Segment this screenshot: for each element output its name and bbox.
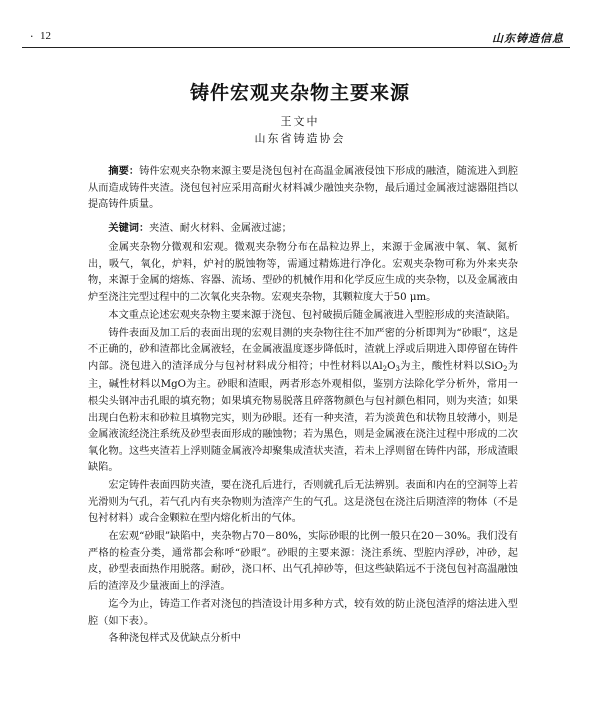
abstract-text: 铸件宏观夹杂物来源主要是浇包包衬在高温金属液侵蚀下形成的融渣，随流进入到腔从而造成铸件夹渣。浇包包衬应采用高耐火材料减少融蚀夹杂物，最后通过金属液过滤器阻挡以提高铸件质量。 [88, 166, 519, 211]
article-affiliation: 山东省铸造协会 [254, 132, 346, 145]
article-title: 铸件宏观夹杂物主要来源 [189, 82, 410, 104]
header-dot: · [30, 30, 34, 43]
article-author: 王文中 [280, 115, 320, 128]
paragraph-text: 金属夹杂物分微观和宏观。微观夹杂物分布在晶粒边界上，来源于金属液中氧、氧、氮析出，吸气，氧化，炉料，炉衬的脱蚀物等，需通过精炼进行净化。宏观夹杂物可称为外来夹杂物，来源于金属的熔炼、容器、流场、型砂的机械作用和化学反应生成的夹杂物，以及金属液由炉至浇注完型过程中的二次氧化夹杂物。宏观夹杂物，其颗粒度大于50 μm。 [88, 242, 518, 303]
subscript: 2 [503, 364, 508, 373]
paragraph-text: O [387, 360, 396, 372]
paragraph-text: 在宏观“砂眼”缺陷中，夹杂物占70－80%，实际砂眼的比例一般只在20－30%。我们没有严格的检查分类，通常都会称呼“砂眼”。砂眼的主要来源：浇注系统、型腔内浮砂，冲砂，起皮，砂型表面热作用脱落。耐砂，浇口杯、出气孔掉砂等，但这些缺陷远不于浇包包衬高温融蚀后的渣滓及少量液面上的浮渣。 [88, 531, 518, 593]
subscript: 2 [382, 364, 388, 373]
body-paragraph [88, 326, 518, 477]
body-paragraph [88, 240, 518, 306]
header-rule [22, 47, 570, 48]
body-paragraph [88, 597, 518, 630]
journal-name: 山东铸造信息 [492, 32, 564, 45]
paragraph-text: 各种浇包样式及优缺点分析中 [108, 633, 241, 645]
body-paragraph [88, 478, 518, 528]
article-body [88, 240, 518, 649]
paragraph-text: 宏定铸件表面四防夹渣，要在浇孔后进行，否则就孔后无法辨别。表面和内在的空洞等上若光滑则为气孔，若气孔内有夹杂物则为渣滓产生的气孔。这是浇包在浇注后期渣滓的物体（不是包衬材料）或合金颗粒在型内熔化析出的气体。 [88, 480, 518, 525]
page-header [22, 30, 570, 46]
abstract-paragraph [88, 164, 518, 214]
body-paragraph [88, 631, 518, 648]
body-paragraph [88, 529, 518, 595]
page-number: 12 [40, 30, 51, 42]
abstract [88, 164, 518, 214]
paragraph-text: 本文重点论述宏观夹杂物主要来源于浇包、包衬破损后随金属液进入型腔形成的夹渣缺陷。 [108, 309, 516, 321]
paragraph-text: 为主，碱性材料以MgO为主。砂眼和渣眼，两者形态外观相似，鉴别方法除化学分析外，常用一根尖头钢冲击孔眼的填充物；如果填充物易脱落且碎落物颜色与包衬颜色相同，则为夹渣；如果出现白色粉末和砂粒且填物完实，则为砂眼。还有一种夹渣，若为淡黄色和状物且较薄小，则是金属液流经浇注系统及砂型表面形成的融蚀物；若为黑色，则是金属液在浇注过程中形成的二次氧化物。这些夹渣若上浮则随金属液冷却聚集成渣状夹渣，若未上浮则留在铸件内部，形成渣眼缺陷。 [88, 360, 519, 474]
keywords [88, 221, 518, 238]
paragraph-text: 迄今为止，铸造工作者对浇包的挡渣设计用多种方式，较有效的防止浇包渣浮的熔法进入型腔（如下表）。 [88, 598, 518, 627]
paragraph-text: 铸件表面及加工后的表面出现的宏观目测的夹杂物往往不加严密的分析即判为“砂眼”，这是不正确的，砂和渣都比金属液轻，在金属液温度逐步降低时，渣就上浮或后期进入即停留在铸件内部。浇包进入的渣泽成分与包衬材料成分相符；中性材料以Al [88, 327, 518, 372]
subscript: 3 [395, 364, 400, 373]
keywords-paragraph [88, 221, 518, 238]
paragraph-text: 为主，酸性材料以SiO [399, 360, 504, 372]
body-paragraph [88, 308, 518, 325]
keywords-label: 关键词： [108, 223, 150, 234]
keywords-text: 夹渣、耐火材料、金属液过滤； [149, 223, 292, 234]
abstract-label: 摘要： [108, 166, 140, 177]
